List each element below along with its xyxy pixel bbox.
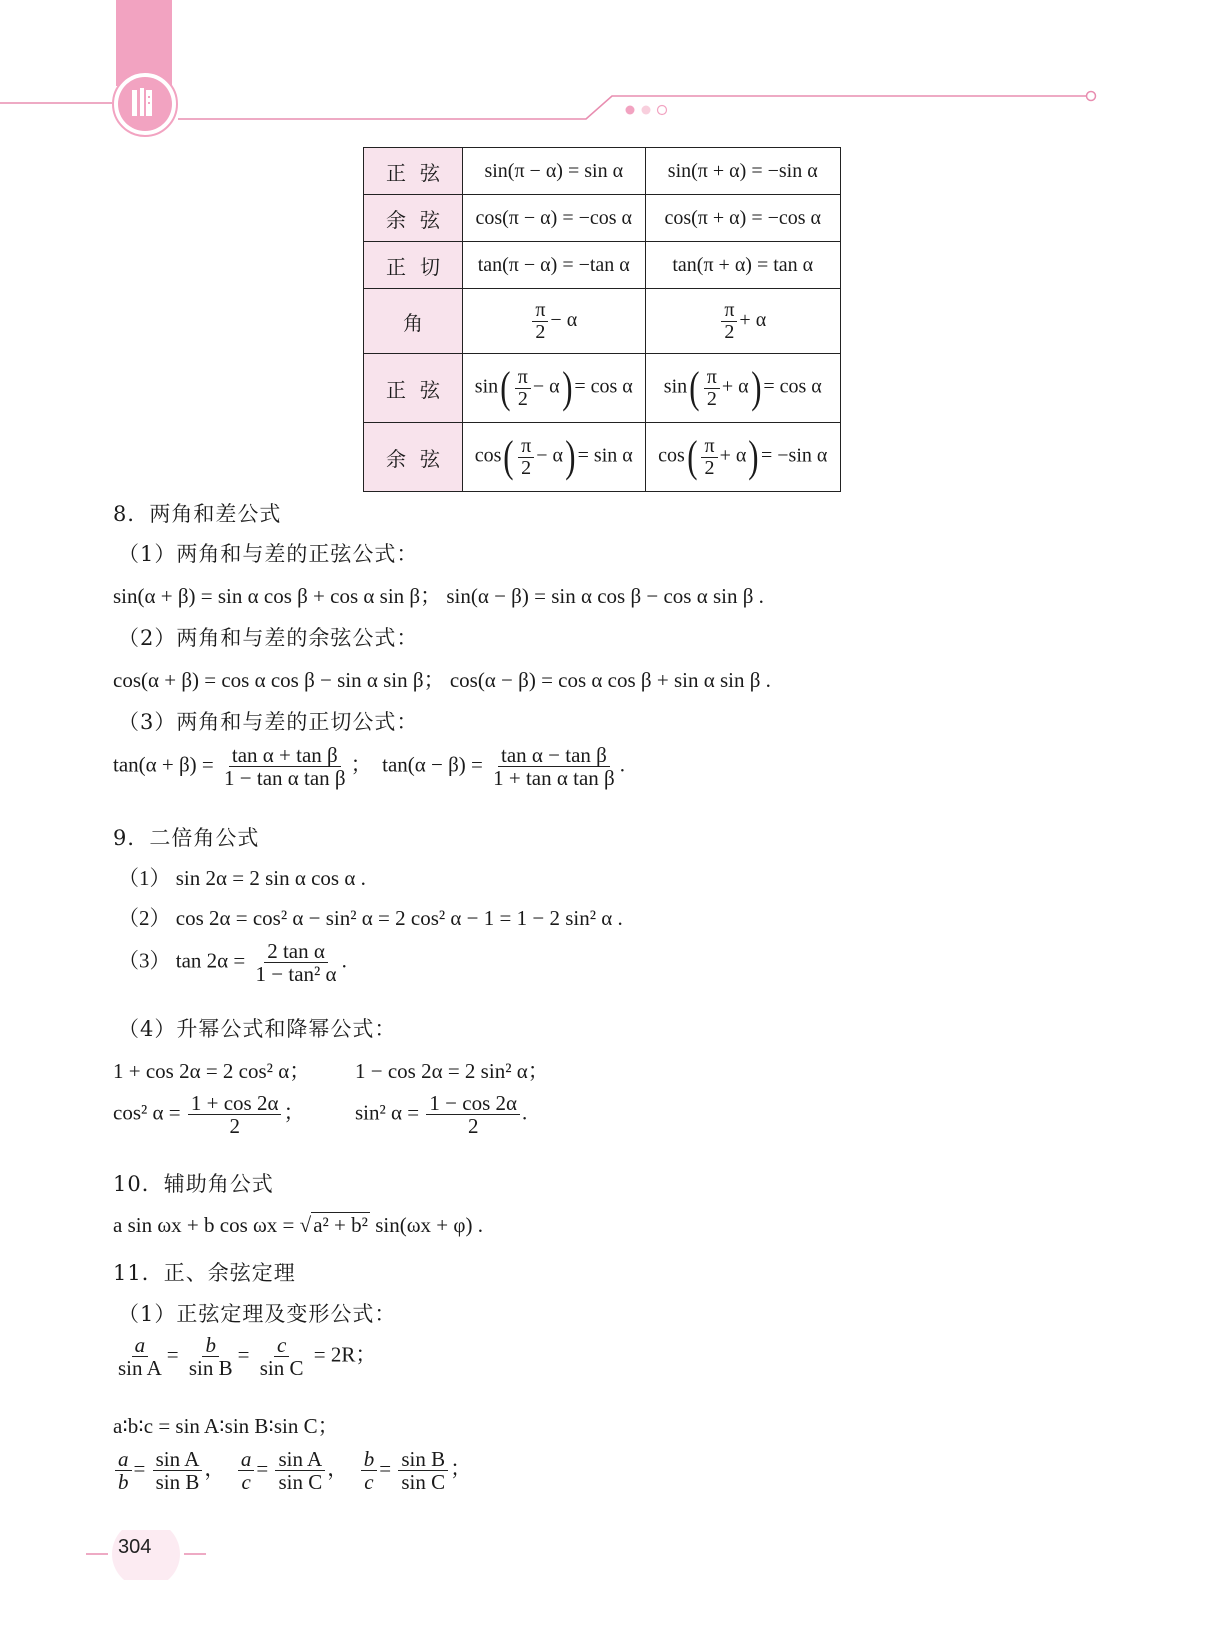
header-dot-2 — [642, 106, 651, 115]
formula-cell: cos(π + α) = −cos α — [645, 195, 840, 242]
table-row — [364, 195, 841, 242]
formula-line: （3） tan 2α = $\frac{\text{2 tan α}}{\text{1 − tan² α}}$ . — [118, 939, 347, 987]
subsection-heading: （3）两角和与差的正切公式： — [118, 710, 419, 734]
formula-cell: sin(π − α) = sin α — [463, 148, 646, 195]
page-number: 304 — [118, 1536, 152, 1558]
formula-line: cos² α = $\frac{1 + \cos 2\alpha}{2}$ ； — [113, 1091, 305, 1139]
section-heading: 10．辅助角公式 — [113, 1172, 274, 1196]
induction-formula-table — [363, 147, 841, 492]
subsection-heading: （2）两角和与差的余弦公式： — [118, 626, 419, 650]
formula-cell: cos( $\frac{\pi}{2}$ − α) = sin α — [463, 423, 646, 492]
section-heading: 9．二倍角公式 — [113, 826, 260, 850]
table-row — [364, 423, 841, 492]
fraction: $\frac{\pi}{2}$ — [721, 300, 737, 343]
formula-line: a∶b∶c = sin A∶sin B∶sin C； — [113, 1414, 339, 1438]
formula-cell: cos(π − α) = −cos α — [463, 195, 646, 242]
formula-cell: cos( $\frac{\pi}{2}$ + α) = −sin α — [645, 423, 840, 492]
formula-line: （2） cos 2α = cos² α − sin² α = 2 cos² α − 1 = 1 − 2 sin² α . — [118, 906, 623, 930]
section-heading: 11．正、余弦定理 — [113, 1261, 296, 1285]
formula-cell: sin(π + α) = −sin α — [645, 148, 840, 195]
formula-line: sin(α + β) = sin α cos β + cos α sin β； sin(α − β) = sin α cos β − cos α sin β . — [113, 584, 764, 608]
table-row — [364, 148, 841, 195]
book-icon — [118, 82, 166, 122]
section-heading: 8．两角和差公式 — [113, 502, 282, 526]
fraction: $\frac{\text{2 tan α}}{\text{1 − tan² α}}$ — [255, 939, 337, 987]
formula-line: tan(α + β) = $\frac{\text{tan α + tan β}}{\text{1 − tan α tan β}}$ ； tan(α − β) = $\frac{\text{tan α − tan β}}{\text{1 + tan α tan β}}$ . — [113, 743, 625, 791]
formula-cell: tan(π − α) = −tan α — [463, 242, 646, 289]
subsection-heading: （1）正弦定理及变形公式： — [118, 1302, 397, 1326]
row-label: 正切 — [364, 242, 463, 289]
formula-line: a sin ωx + b cos ωx = √a² + b² sin(ωx + φ) . — [113, 1213, 483, 1237]
row-label: 余弦 — [364, 423, 463, 492]
formula-line: sin² α = $\frac{1 - \cos 2\alpha}{2}$ . — [355, 1091, 528, 1139]
angle-cell: $\frac{\pi}{2}$ + α — [645, 289, 840, 354]
fraction: $\frac{\text{tan α − tan β}}{\text{1 + tan α tan β}}$ — [493, 743, 615, 791]
row-label: 正弦 — [364, 354, 463, 423]
subsection-heading: （4）升幂公式和降幂公式： — [118, 1017, 397, 1041]
formula-line: （1） sin 2α = 2 sin α cos α . — [118, 866, 366, 890]
angle-cell: $\frac{\pi}{2}$ − α — [463, 289, 646, 354]
row-label: 角 — [364, 289, 463, 354]
formula-cell: sin( $\frac{\pi}{2}$ − α) = cos α — [463, 354, 646, 423]
formula-line: $\frac{a}{b}$ = $\frac{\text{sin A}}{\text{sin B}}$ ， $\frac{a}{c}$ = $\frac{\text{sin A}}{\text{sin C}}$ ， $\frac{b}{c}$ = $\frac{\text{sin B}}{\text{sin C}}$ ； — [113, 1448, 471, 1493]
table-row — [364, 289, 841, 354]
table-row — [364, 242, 841, 289]
header-decoration — [0, 0, 1225, 150]
row-label: 余弦 — [364, 195, 463, 242]
formula-cell: sin( $\frac{\pi}{2}$ + α) = cos α — [645, 354, 840, 423]
subsection-heading: （1）两角和与差的正弦公式： — [118, 542, 419, 566]
row-label: 正弦 — [364, 148, 463, 195]
formula-line: $\frac{a}{\text{sin A}}$ = $\frac{b}{\text{sin B}}$ = $\frac{c}{\text{sin C}}$ = 2R； — [118, 1333, 377, 1381]
header-dot-1 — [626, 106, 635, 115]
formula-line: 1 − cos 2α = 2 sin² α； — [355, 1059, 549, 1083]
fraction: $\frac{1 + \cos 2\alpha}{2}$ — [188, 1092, 282, 1137]
fraction: $\frac{\text{tan α + tan β}}{\text{1 − tan α tan β}}$ — [224, 743, 346, 791]
formula-cell: tan(π + α) = tan α — [645, 242, 840, 289]
header-dot-3 — [658, 106, 667, 115]
formula-line: 1 + cos 2α = 2 cos² α； — [113, 1059, 311, 1083]
header-end-dot — [1087, 92, 1096, 101]
fraction: $\frac{1 - \cos 2\alpha}{2}$ — [426, 1092, 520, 1137]
table-row — [364, 354, 841, 423]
formula-line: cos(α + β) = cos α cos β − sin α sin β； cos(α − β) = cos α cos β + sin α sin β . — [113, 668, 771, 692]
fraction: $\frac{\pi}{2}$ — [532, 300, 548, 343]
